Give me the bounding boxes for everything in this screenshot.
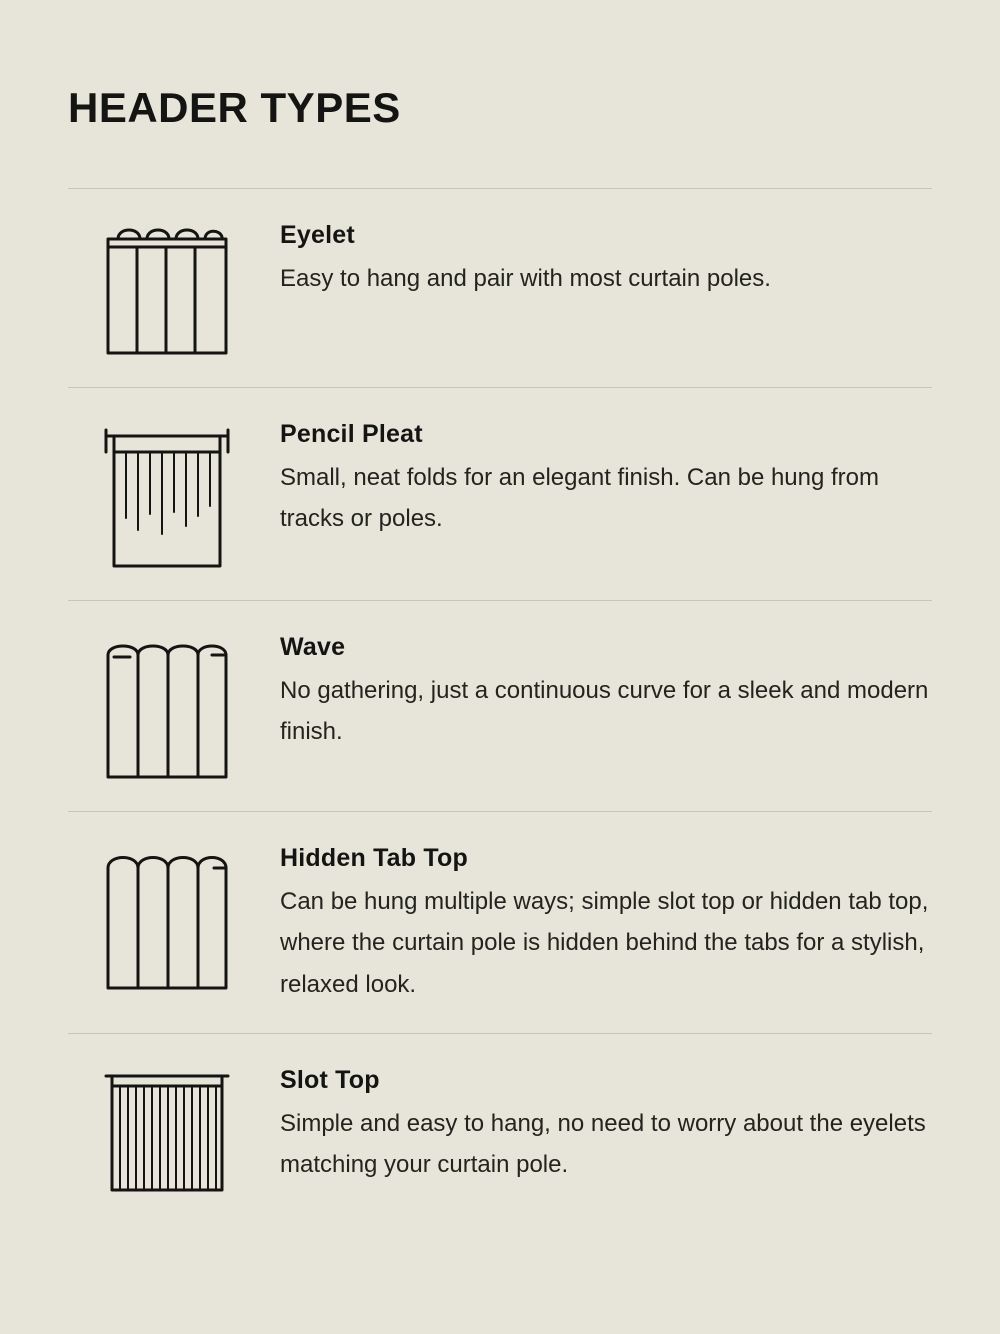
item-description: Small, neat folds for an elegant finish. Can be hung from tracks or poles. xyxy=(280,464,880,533)
item-description: Can be hung multiple ways; simple slot top or hidden tab top, where the curtain pole is hidden behind the tabs for a stylish, relaxed look. xyxy=(280,888,929,998)
list-item xyxy=(68,1034,932,1222)
text-cell xyxy=(280,219,932,299)
list-item xyxy=(68,189,932,387)
icon-cell xyxy=(68,418,280,572)
text-cell xyxy=(280,842,932,1005)
list-item xyxy=(68,601,932,811)
item-title: Hidden Tab Top xyxy=(280,844,468,872)
text-cell xyxy=(280,631,932,753)
text-cell xyxy=(280,418,932,540)
icon-cell xyxy=(68,631,280,783)
item-title: Wave xyxy=(280,633,346,661)
page-title: HEADER TYPES xyxy=(68,84,401,131)
item-description: Simple and easy to hang, no need to worry about the eyelets matching your curtain pole. xyxy=(280,1109,926,1179)
item-title: Slot Top xyxy=(280,1065,380,1094)
icon-cell xyxy=(68,1064,280,1194)
header-types-list xyxy=(68,188,932,1222)
item-title: Eyelet xyxy=(280,221,355,249)
item-description: No gathering, just a continuous curve for a sleek and modern finish. xyxy=(280,677,929,746)
list-item xyxy=(68,812,932,1033)
icon-cell xyxy=(68,842,280,994)
pencil-pleat-curtain-icon xyxy=(100,422,234,572)
item-title: Pencil Pleat xyxy=(280,420,423,448)
hidden-tab-top-curtain-icon xyxy=(100,846,234,994)
eyelet-curtain-icon xyxy=(100,223,234,359)
wave-curtain-icon xyxy=(100,635,234,783)
list-item xyxy=(68,388,932,600)
item-description: Easy to hang and pair with most curtain poles. xyxy=(280,265,771,292)
text-cell xyxy=(280,1064,932,1186)
slot-top-curtain-icon xyxy=(100,1068,234,1194)
icon-cell xyxy=(68,219,280,359)
